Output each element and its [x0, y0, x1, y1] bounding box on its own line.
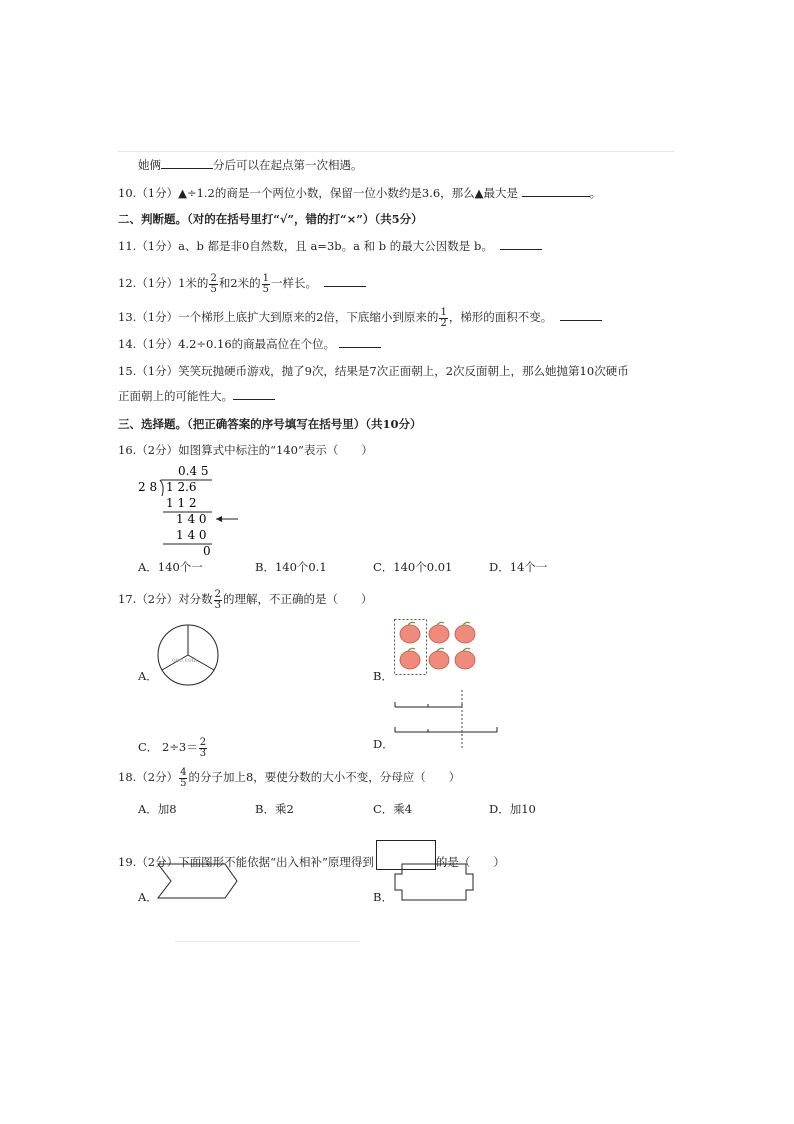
question-text-end: 。 — [589, 186, 602, 200]
answer-blank[interactable] — [339, 336, 381, 348]
option-a-label[interactable]: A． — [138, 669, 158, 683]
question-16 — [118, 442, 373, 458]
question-number: 16.（2分） — [118, 443, 179, 457]
section-2-title: 二、判断题。（对的在括号里打“√”，错的打“×”）（共5分） — [118, 212, 423, 226]
q9-text-a: 她俩 — [138, 158, 161, 172]
answer-blank[interactable] — [500, 238, 542, 250]
option-c[interactable]: C．140个0.01 — [373, 560, 453, 574]
fraction: $\frac{2}{5}$ — [210, 272, 217, 295]
question-15 — [118, 363, 629, 379]
question-9-continuation — [138, 157, 363, 173]
question-number: 12.（1分） — [118, 276, 179, 290]
question-10 — [118, 185, 601, 201]
question-text: 和2米的 — [218, 276, 261, 290]
option-d-label[interactable]: D． — [373, 737, 394, 751]
question-18 — [118, 762, 460, 792]
option-d[interactable]: D．14个一 — [489, 560, 548, 574]
division-row-1: 1 1 2 — [166, 496, 197, 510]
option-c[interactable]: C．乘4 — [373, 802, 413, 816]
fruit-icon — [455, 625, 475, 643]
option-c-text: 2÷3＝ — [161, 740, 198, 754]
segment-figure — [392, 688, 502, 750]
option-c[interactable] — [138, 734, 208, 760]
question-11 — [118, 238, 542, 254]
question-text: 一个梯形上底扩大到原来的2倍，下底缩小到原来的 — [178, 310, 439, 324]
leaf-icon — [408, 622, 415, 625]
division-quotient: 0.4 5 — [178, 464, 209, 478]
question-text: ，梯形的面积不变。 — [448, 310, 553, 324]
option-a[interactable]: A．加8 — [138, 802, 177, 816]
notched-shape — [158, 864, 237, 898]
leaf-icon — [463, 648, 470, 651]
division-row-3: 1 4 0 — [176, 528, 207, 542]
fruit-icon — [429, 651, 449, 669]
question-12 — [118, 268, 366, 298]
question-text: 正面朝上的可能性大。 — [118, 389, 233, 403]
option-a-label[interactable]: A． — [138, 890, 158, 904]
question-text: 一样长。 — [271, 276, 318, 290]
question-number: 17.（2分） — [118, 592, 179, 606]
question-text: ▲÷1.2的商是一个两位小数，保留一位小数约是3.6，那么▲最大是 — [178, 186, 519, 200]
page-bottom-divider — [175, 941, 360, 942]
question-text: 1米的 — [178, 276, 209, 290]
arrow-head — [216, 516, 222, 522]
question-number: 14.（1分） — [118, 337, 179, 351]
section-3-title: 三、选择题。（把正确答案的序号填写在括号里）（共10分） — [118, 417, 422, 431]
division-divisor: 2 8 — [138, 480, 158, 494]
circle-thirds-figure — [155, 622, 221, 688]
shape-b-figure — [392, 862, 478, 904]
question-text: a、b 都是非0自然数，且 a=3b。a 和 b 的最大公因数是 b。 — [178, 239, 493, 253]
fruit-grid-figure — [393, 618, 483, 676]
question-13 — [118, 302, 602, 332]
question-number: 10.（1分） — [118, 186, 179, 200]
question-15-line-2 — [118, 388, 275, 404]
question-number: 18.（2分） — [118, 770, 179, 784]
leaf-icon — [408, 648, 415, 651]
question-text: 的分子加上8，要使分数的大小不变，分母应（ ） — [188, 770, 461, 784]
question-text: 4.2÷0.16的商最高位在个位。 — [178, 337, 336, 351]
fruit-icon — [400, 625, 420, 643]
stepped-shape — [395, 864, 473, 900]
division-dividend: 1 2.6 — [166, 480, 197, 494]
fraction: $\frac{1}{2}$ — [440, 306, 447, 329]
answer-blank[interactable] — [161, 157, 213, 169]
answer-blank[interactable] — [522, 185, 590, 197]
division-bracket — [160, 480, 163, 496]
answer-blank[interactable] — [233, 388, 275, 400]
option-b-label[interactable]: B． — [373, 890, 393, 904]
page-top-divider — [118, 151, 674, 152]
question-number: 15.（1分） — [118, 364, 179, 378]
question-text: 对分数 — [178, 592, 213, 606]
question-17 — [118, 584, 372, 614]
option-d[interactable]: D．加10 — [489, 802, 536, 816]
fraction: $\frac{1}{5}$ — [262, 272, 270, 295]
shape-a-figure — [155, 862, 241, 902]
leaf-icon — [437, 622, 444, 625]
fraction: $\frac{2}{3}$ — [199, 736, 207, 759]
fruit-icon — [429, 625, 449, 643]
answer-blank[interactable] — [560, 309, 602, 321]
fruit-icon — [455, 651, 475, 669]
question-text: 下面图形不能依据“出入相补”原理得到 — [178, 855, 374, 869]
question-text: 的理解，不正确的是（ ） — [222, 592, 373, 606]
question-text: 笑笑玩抛硬币游戏，抛了9次，结果是7次正面朝上，2次反面朝上，那么她抛第10次硬币 — [178, 364, 629, 378]
question-text: 如图算式中标注的“140”表示（ ） — [178, 443, 373, 457]
question-text: 的是（ ） — [435, 855, 505, 869]
option-b[interactable]: B．乘2 — [255, 802, 294, 816]
question-14 — [118, 336, 381, 352]
option-a[interactable]: A．140个一 — [138, 560, 203, 574]
question-number: 19.（2分） — [118, 855, 179, 869]
leaf-icon — [463, 622, 470, 625]
fruit-icon — [400, 651, 420, 669]
question-number: 13.（1分） — [118, 310, 179, 324]
question-number: 11.（1分） — [118, 239, 179, 253]
division-row-4: 0 — [203, 544, 211, 556]
division-row-2: 1 4 0 — [176, 512, 207, 526]
option-b-label[interactable]: B． — [373, 669, 393, 683]
option-b[interactable]: B．140个0.1 — [255, 560, 327, 574]
watermark: ooo.com — [172, 657, 198, 664]
fraction: $\frac{2}{3}$ — [214, 588, 221, 611]
option-c-label: C． — [138, 740, 159, 754]
fraction: $\frac{4}{5}$ — [180, 766, 187, 789]
leaf-icon — [437, 648, 444, 651]
answer-blank[interactable] — [324, 275, 366, 287]
q9-text-b: 分后可以在起点第一次相遇。 — [213, 158, 363, 172]
long-division-figure — [130, 460, 250, 556]
